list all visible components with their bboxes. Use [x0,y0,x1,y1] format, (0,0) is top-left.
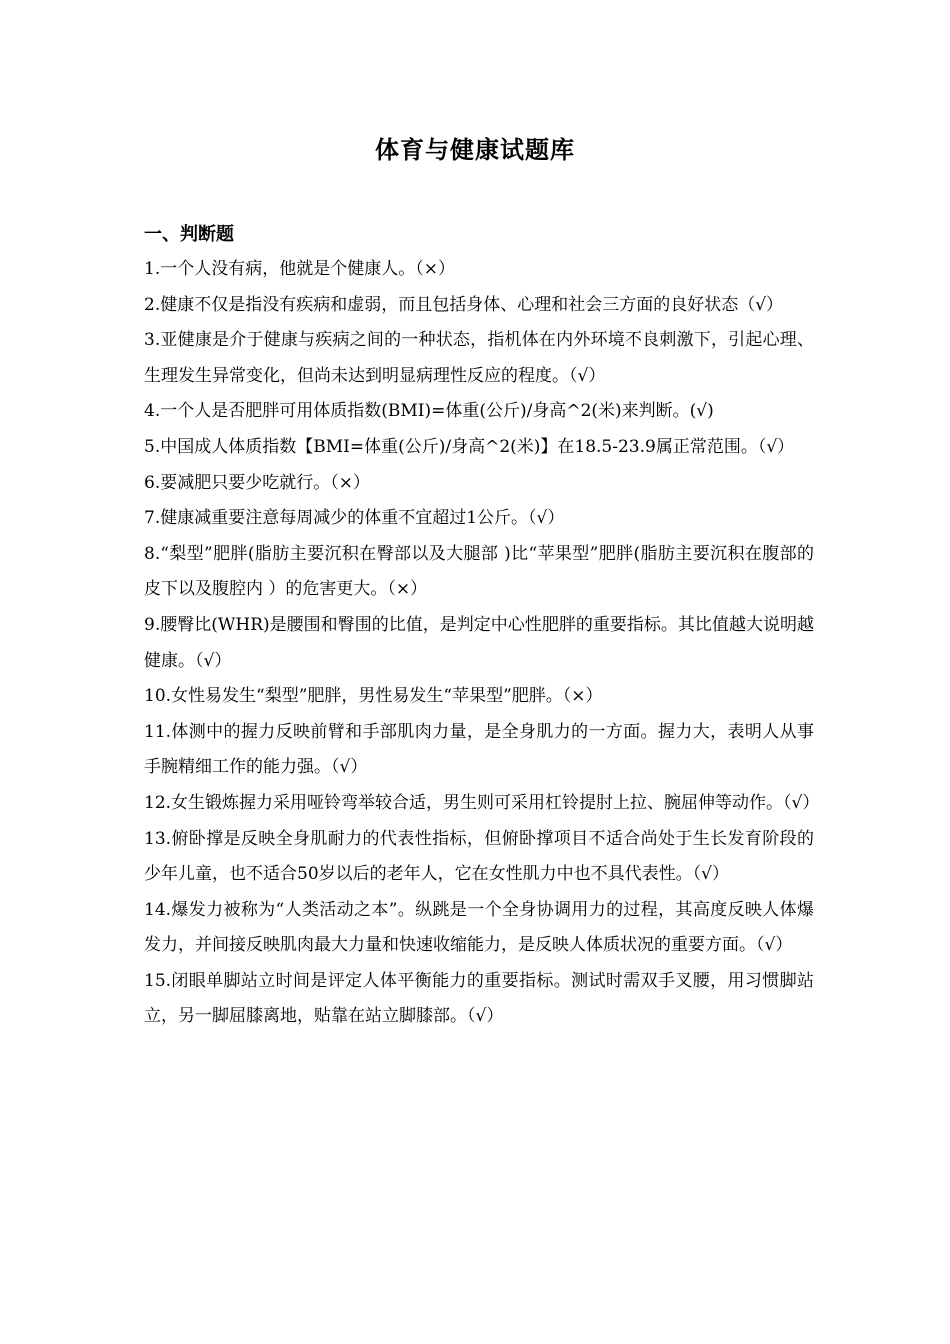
question-item: 3.亚健康是介于健康与疾病之间的一种状态，指机体在内外环境不良刺激下，引起心理、生理发生异常变化，但尚未达到明显病理性反应的程度。（√） [144,330,814,386]
question-item: 12.女生锻炼握力采用哑铃弯举较合适，男生则可采用杠铃提肘上拉、腕屈伸等动作。（√） [144,792,820,813]
question-list [144,252,820,1035]
question-item: 2.健康不仅是指没有疾病和虚弱，而且包括身体、心理和社会三方面的良好状态（√） [144,294,784,315]
question-item: 11.体测中的握力反映前臂和手部肌肉力量，是全身肌力的一方面。握力大，表明人从事手腕精细工作的能力强。（√） [144,721,814,778]
question-item: 14.爆发力被称为“人类活动之本”。纵跳是一个全身协调用力的过程，其高度反映人体爆发力，并间接反映肌肉最大力量和快速收缩能力，是反映人体质状况的重要方面。（√） [144,899,814,956]
question-item: 13.俯卧撑是反映全身肌耐力的代表性指标，但俯卧撑项目不适合尚处于生长发育阶段的少年儿童，也不适合50岁以后的老年人，它在女性肌力中也不具代表性。（√） [144,828,814,885]
question-item: 9.腰臀比(WHR)是腰围和臀围的比值，是判定中心性肥胖的重要指标。其比值越大说明越健康。（√） [144,614,814,671]
question-item: 1.一个人没有病，他就是个健康人。（×） [144,259,455,279]
question-item: 15.闭眼单脚站立时间是评定人体平衡能力的重要指标。测试时需双手叉腰，用习惯脚站立，另一脚屈膝离地，贴靠在站立脚膝部。（√） [144,970,814,1027]
question-item: 5.中国成人体质指数【BMI=体重(公斤)/身高^2(米)】在18.5-23.9属正常范围。（√） [144,436,795,457]
section-heading: 一、判断题 [144,224,234,245]
question-item: 6.要减肥只要少吃就行。（×） [144,472,370,493]
question-item: 7.健康减重要注意每周减少的体重不宜超过1公斤。（√） [144,508,565,529]
question-item: 8.“梨型”肥胖(脂肪主要沉积在臀部以及大腿部 )比“苹果型”肥胖(脂肪主要沉积在腹部的皮下以及腹腔内 ）的危害更大。（×） [144,543,814,600]
question-item: 4.一个人是否肥胖可用体质指数(BMI)=体重(公斤)/身高^2(米)来判断。(√) [144,401,714,422]
document-title: 体育与健康试题库 [375,135,575,164]
question-item: 10.女性易发生“梨型”肥胖，男性易发生“苹果型”肥胖。（×） [144,686,603,707]
